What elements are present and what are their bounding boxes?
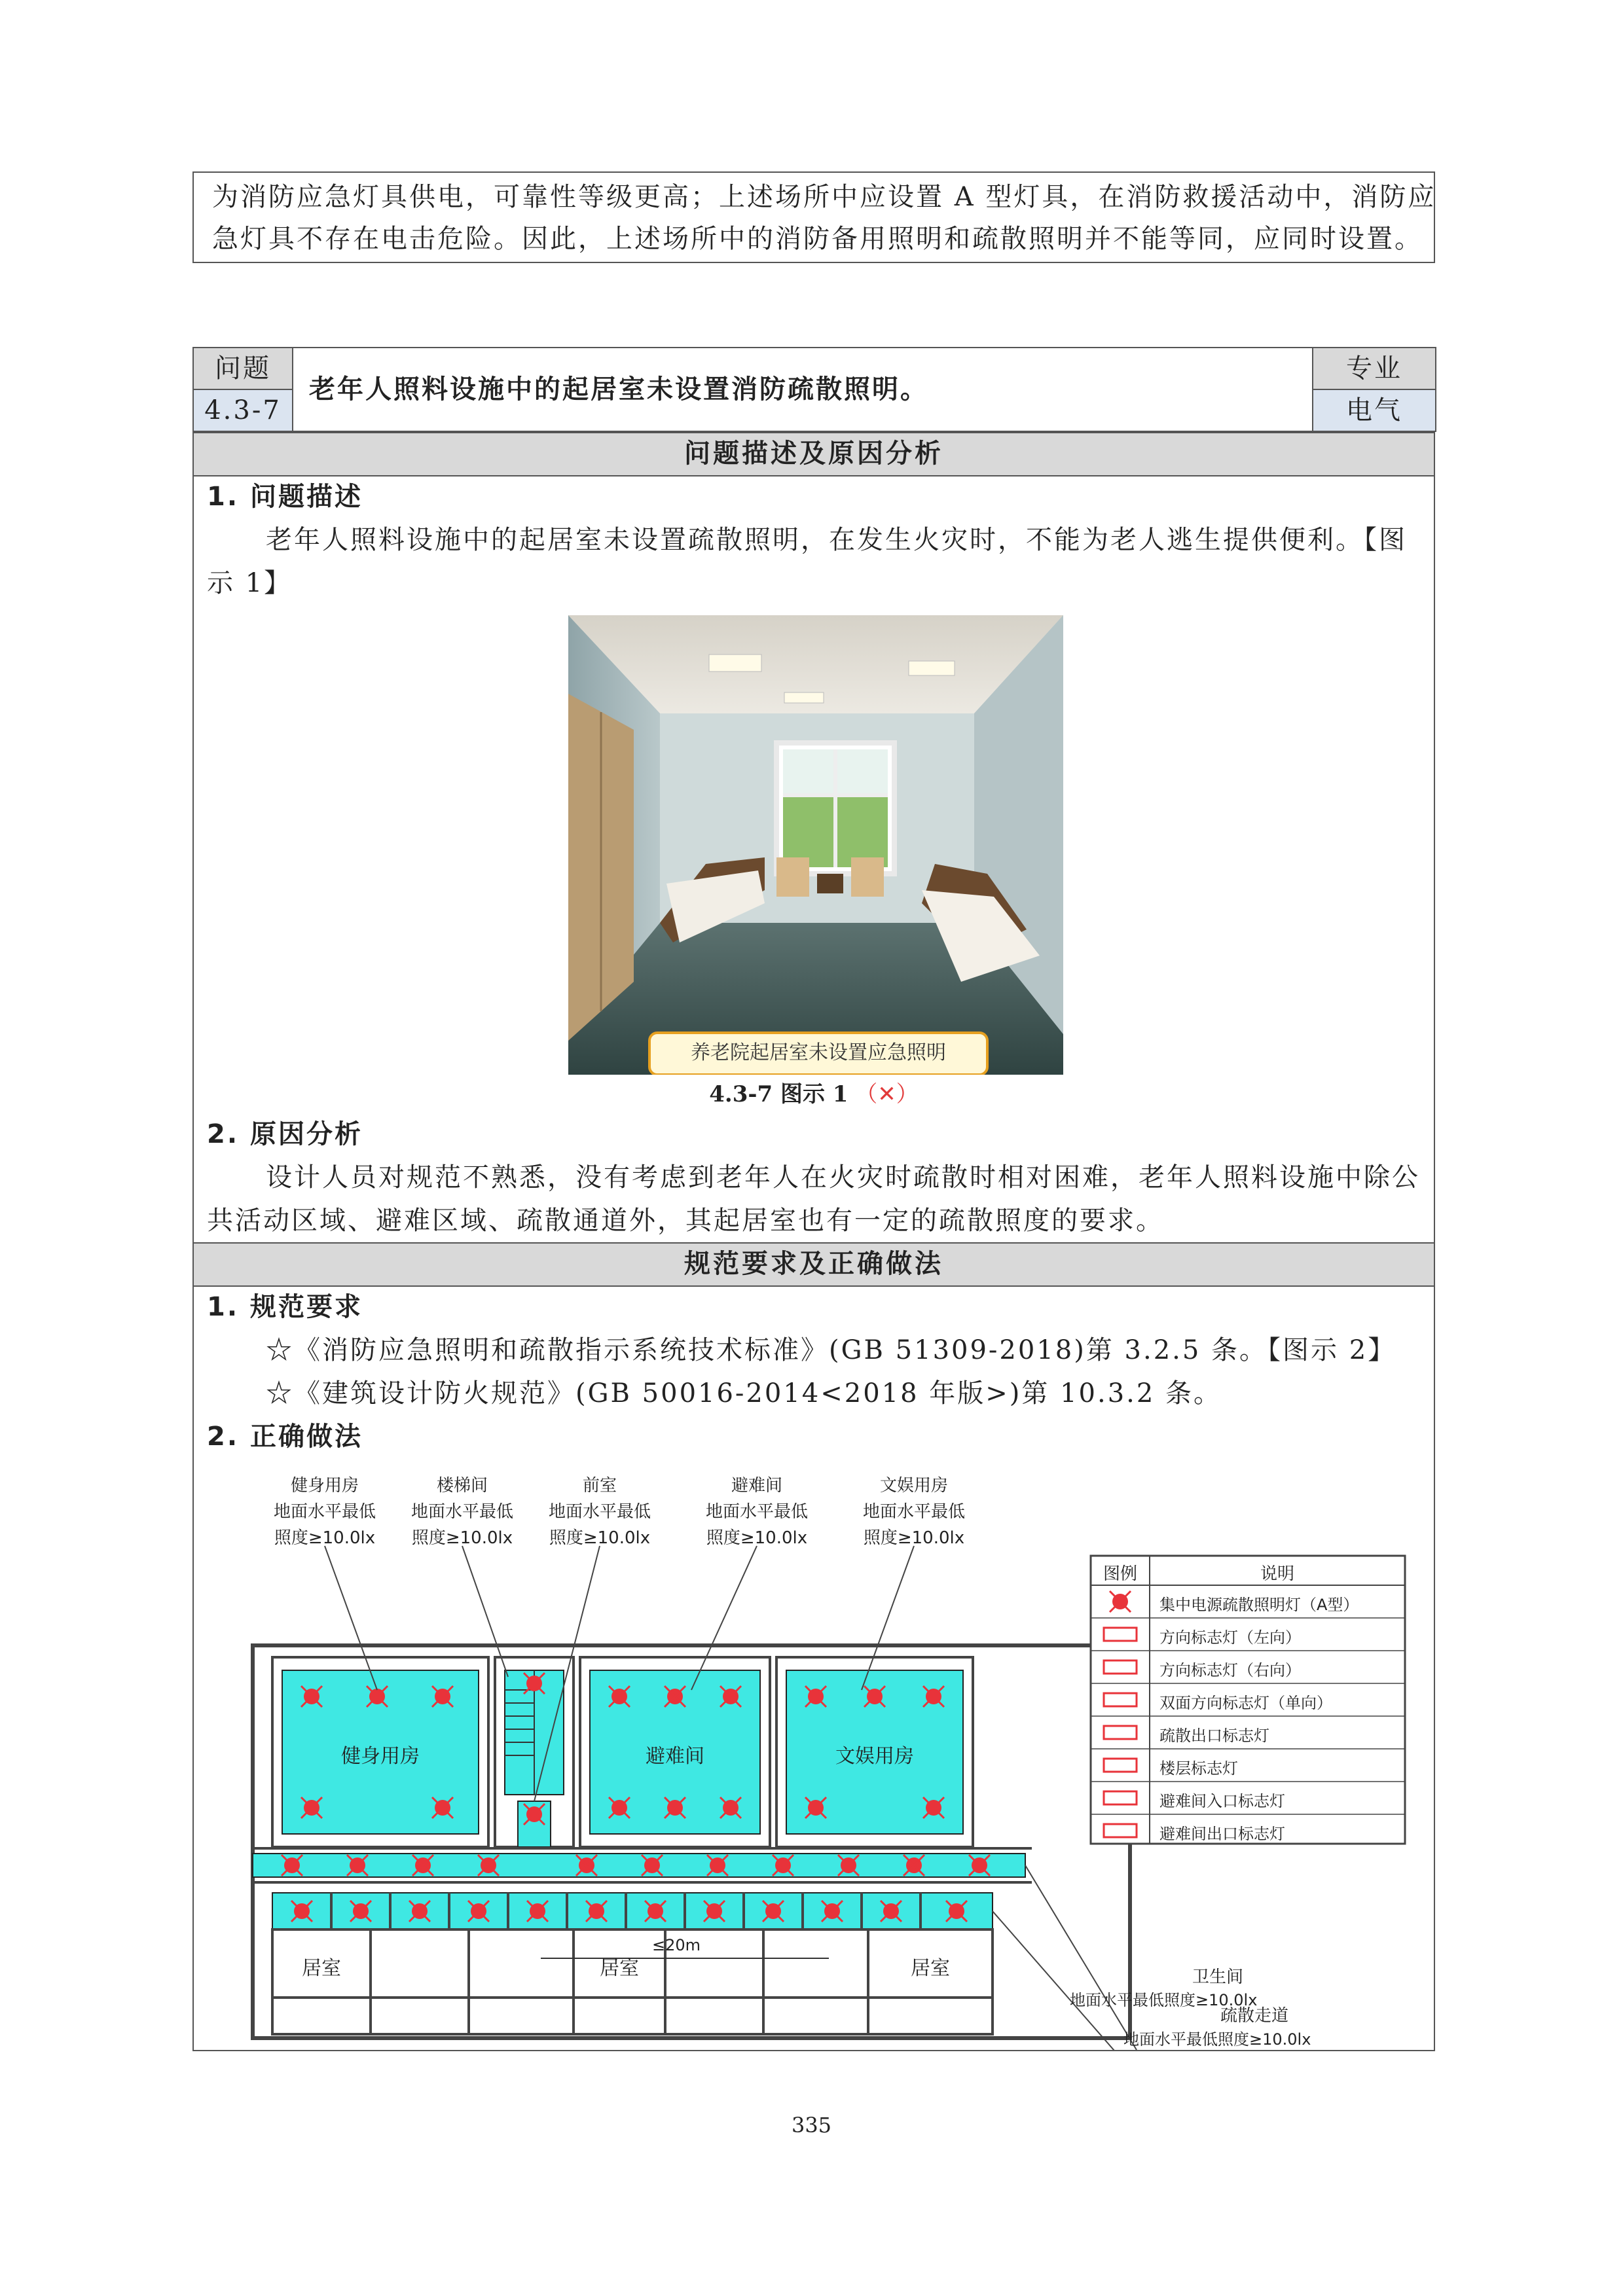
callout-entertainment-name: 文娱用房: [879, 1476, 948, 1496]
toilet-note-detail: 地面水平最低照度≥10.0lx: [1070, 1991, 1258, 2009]
discipline-label-cell: [1312, 347, 1436, 390]
room-refuge: 避难间: [646, 1745, 704, 1768]
room-bedroom-1: 居室: [302, 1957, 341, 1980]
photo-caption-text: 4.3-7 图示 1: [709, 1081, 848, 1107]
legend-head-1: 图例: [1103, 1564, 1137, 1584]
continuation-line-1: 为消防应急灯具供电，可靠性等级更高；上述场所中应设置 A 型灯具，在消防救援活动中，消防应: [212, 182, 1436, 212]
continuation-box: [192, 171, 1435, 263]
page-number: 335: [791, 2113, 832, 2138]
callout-stair-line2: 照度≥10.0lx: [411, 1528, 513, 1548]
callout-entertainment: [848, 1473, 979, 1551]
callout-anteroom-line2: 照度≥10.0lx: [549, 1528, 651, 1548]
room-bedroom-3: 居室: [911, 1957, 950, 1980]
cause-analysis-line-1: 设计人员对规范不熟悉，没有考虑到老年人在火灾时疏散时相对困难，老年人照料设施中除公: [266, 1162, 1420, 1193]
callout-anteroom-name: 前室: [582, 1476, 617, 1496]
corridor-note-detail: 地面水平最低照度≥10.0lx: [1123, 2030, 1311, 2049]
discipline-value: 电气: [1346, 395, 1402, 425]
bedroom-photo: [568, 615, 1063, 1075]
callout-stair: [397, 1473, 528, 1551]
legend-head-2: 说明: [1260, 1564, 1294, 1584]
legend-row-2: 方向标志灯（左向）: [1159, 1628, 1301, 1647]
callout-refuge-name: 避难间: [731, 1476, 782, 1496]
requirement-1: ☆《消防应急照明和疏散指示系统技术标准》(GB 51309-2018)第 3.2.5 条。【图示 2】: [266, 1335, 1396, 1365]
section-bar-requirements: 规范要求及正确做法: [194, 1242, 1434, 1287]
corridor-note-line1: 疏散走道: [1220, 2006, 1288, 2026]
toilet-note-line1: 卫生间: [1192, 1967, 1243, 1987]
heading-cause-analysis: 2. 原因分析: [207, 1119, 363, 1149]
callout-gym-name: 健身用房: [290, 1476, 359, 1496]
legend-row-4: 双面方向标志灯（单向）: [1159, 1694, 1332, 1712]
callout-refuge-line2: 照度≥10.0lx: [706, 1528, 808, 1548]
issue-title-cell: [292, 347, 1313, 432]
issue-label: 问题: [215, 353, 271, 384]
problem-description-line-2: 示 1】: [207, 568, 293, 598]
callout-stair-line1: 地面水平最低: [410, 1502, 513, 1522]
legend-row-5: 疏散出口标志灯: [1159, 1727, 1269, 1745]
callout-entertainment-line1: 地面水平最低: [862, 1502, 965, 1522]
legend-row-1: 集中电源疏散照明灯（A型）: [1159, 1596, 1359, 1614]
heading-problem-description: 1. 问题描述: [207, 482, 363, 512]
heading-code-requirements: 1. 规范要求: [207, 1292, 363, 1322]
callout-gym-line1: 地面水平最低: [273, 1502, 376, 1522]
toilet-note: [1133, 1966, 1303, 1988]
legend-row-6: 楼层标志灯: [1159, 1759, 1238, 1778]
legend-row-7: 避难间入口标志灯: [1159, 1792, 1285, 1810]
issue-number-cell: [192, 389, 293, 432]
section-bar-analysis: 问题描述及原因分析: [194, 432, 1434, 476]
discipline-label: 专业: [1346, 353, 1402, 384]
room-entertainment: 文娱用房: [835, 1745, 914, 1768]
callout-refuge: [691, 1473, 822, 1551]
callout-entertainment-line2: 照度≥10.0lx: [863, 1528, 965, 1548]
problem-description-line-1: 老年人照料设施中的起居室未设置疏散照明，在发生火灾时，不能为老人逃生提供便利。【图: [266, 525, 1407, 555]
photo-caption: [194, 1076, 1434, 1113]
issue-table: [192, 347, 1435, 2051]
room-gym: 健身用房: [341, 1745, 420, 1768]
caption-wrong-mark: （✕）: [855, 1081, 919, 1107]
cause-analysis-line-2: 共活动区域、避难区域、疏散通道外，其起居室也有一定的疏散照度的要求。: [207, 1206, 1164, 1236]
heading-correct-practice: 2. 正确做法: [207, 1422, 363, 1452]
legend-row-3: 方向标志灯（右向）: [1159, 1661, 1301, 1679]
callout-refuge-line1: 地面水平最低: [705, 1502, 808, 1522]
legend-row-8: 避难间出口标志灯: [1159, 1825, 1285, 1843]
callout-anteroom-line1: 地面水平最低: [548, 1502, 651, 1522]
photo-label: 养老院起居室未设置应急照明: [648, 1031, 989, 1075]
continuation-line-2: 急灯具不存在电击危险。因此，上述场所中的消防备用照明和疏散照明并不能等同，应同时设置。: [212, 224, 1423, 254]
floor-plan: [207, 1461, 1425, 2050]
requirement-2: ☆《建筑设计防火规范》(GB 50016-2014<2018 年版>)第 10.3.2 条。: [266, 1378, 1222, 1408]
dimension-label: ≤20m: [652, 1936, 701, 1954]
issue-title: 老年人照料设施中的起居室未设置消防疏散照明。: [309, 374, 928, 404]
room-bedroom-2: 居室: [600, 1957, 639, 1980]
callout-gym: [259, 1473, 390, 1551]
issue-label-cell: [192, 347, 293, 390]
callout-anteroom: [534, 1473, 665, 1551]
callout-stair-name: 楼梯间: [436, 1476, 488, 1496]
discipline-value-cell: [1312, 389, 1436, 432]
issue-number: 4.3-7: [204, 395, 282, 425]
callout-gym-line2: 照度≥10.0lx: [274, 1528, 376, 1548]
